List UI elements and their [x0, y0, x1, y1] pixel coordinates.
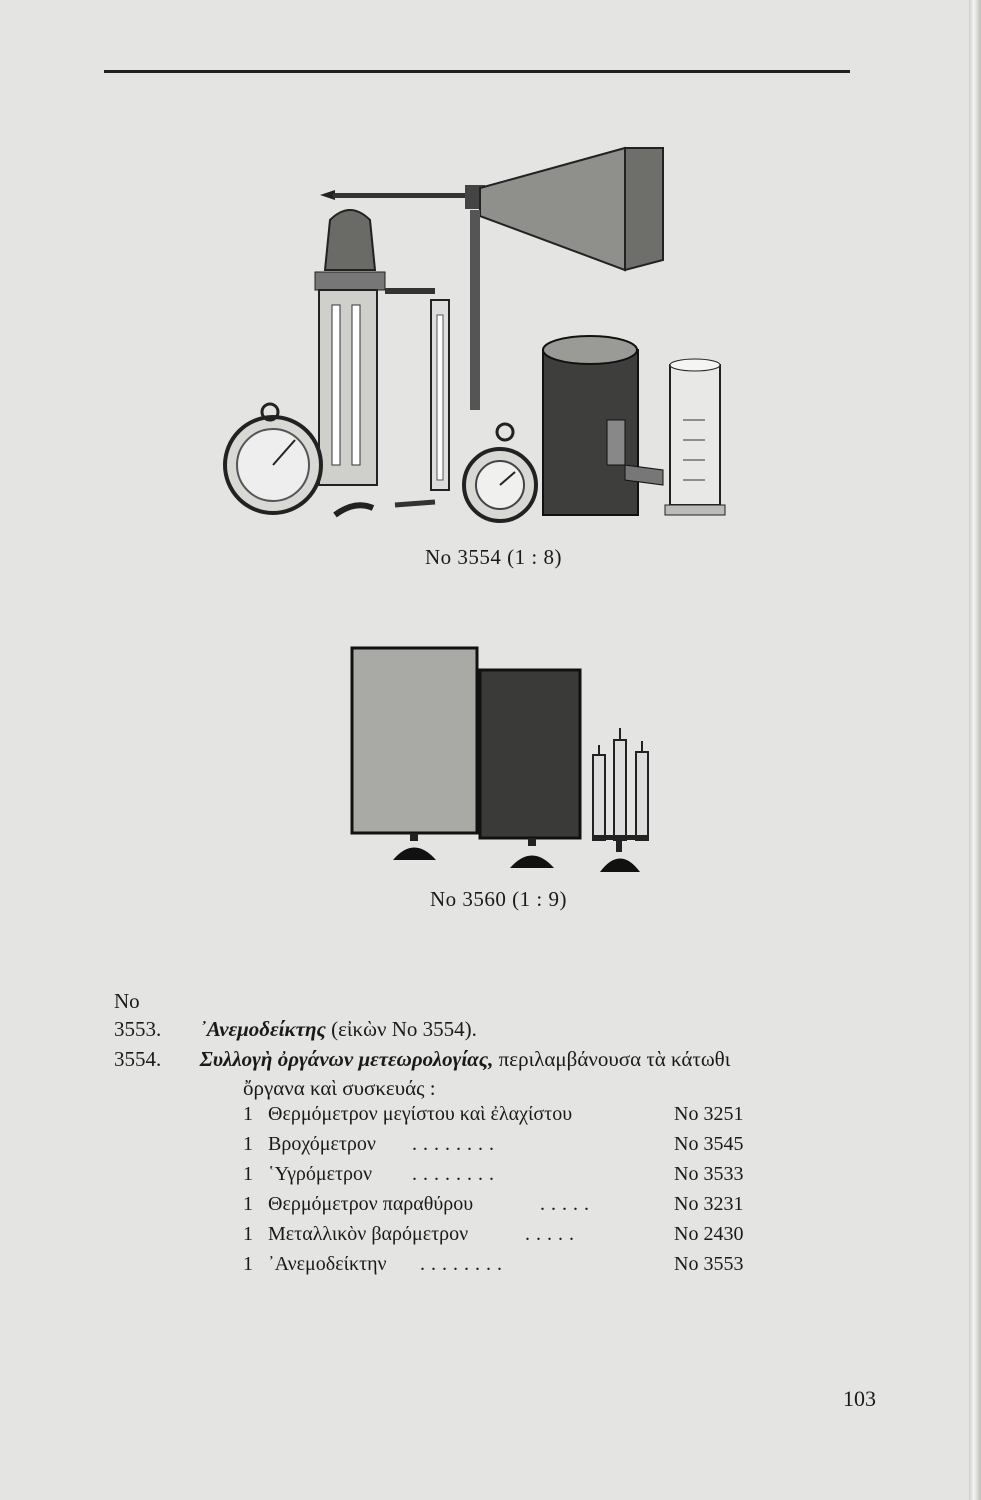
page-number: 103	[843, 1386, 876, 1411]
item-leader-dots: ........	[420, 1253, 508, 1275]
figure-photometer	[348, 640, 658, 880]
item-ref: No 3553	[674, 1253, 744, 1275]
item-qty: 1	[243, 1103, 253, 1125]
entry-3554	[114, 1044, 730, 1074]
photometer-illustration	[348, 640, 658, 880]
item-qty: 1	[243, 1133, 253, 1155]
page-edge-shadow	[969, 0, 981, 1500]
item-desc: ῾Υγρόμετρον	[268, 1163, 373, 1185]
entry-3553-title: ᾿Ανεμοδείκτης	[199, 1017, 326, 1041]
item-ref: No 2430	[674, 1223, 744, 1245]
item-desc: Μεταλλικὸν βαρόμετρον	[268, 1223, 469, 1245]
item-qty: 1	[243, 1193, 253, 1215]
item-qty: 1	[243, 1253, 253, 1275]
item-leader-dots: .....	[525, 1223, 580, 1245]
item-ref: No 3545	[674, 1133, 744, 1155]
item-qty: 1	[243, 1163, 253, 1185]
column-header-no: No	[114, 989, 140, 1013]
item-desc: Θερμόμετρον μεγίστου καὶ ἐλαχίστου	[268, 1103, 573, 1125]
item-desc: ᾿Ανεμοδείκτην	[268, 1253, 387, 1275]
top-rule	[104, 70, 850, 73]
entry-3553-number: 3553.	[114, 1017, 162, 1041]
item-desc: Θερμόμετρον παραθύρου	[268, 1193, 474, 1215]
entry-3553-rest: (εἰκὼν No 3554).	[331, 1017, 477, 1041]
entry-3553	[114, 1014, 477, 1044]
item-leader-dots: ........	[412, 1163, 500, 1185]
entry-3554-title: Συλλογὴ ὀργάνων μετεωρολογίας,	[199, 1047, 494, 1071]
figure-meteorology-instruments	[215, 140, 755, 530]
item-desc: Βροχόμετρον	[268, 1133, 376, 1155]
entry-3554-rest: περιλαμβάνουσα τὰ κάτωθι	[498, 1047, 731, 1071]
entry-3554-number: 3554.	[114, 1047, 162, 1071]
item-ref: No 3533	[674, 1163, 744, 1185]
item-qty: 1	[243, 1223, 253, 1245]
item-ref: No 3251	[674, 1103, 744, 1125]
figure-caption-3560: No 3560 (1 : 9)	[430, 887, 567, 911]
entry-3554-line2: ὄργανα καὶ συσκευάς :	[243, 1076, 436, 1100]
figure-caption-3554: No 3554 (1 : 8)	[425, 545, 562, 569]
item-leader-dots: ........	[412, 1133, 500, 1155]
instruments-illustration	[215, 140, 755, 530]
item-leader-dots: .....	[540, 1193, 595, 1215]
item-ref: No 3231	[674, 1193, 744, 1215]
